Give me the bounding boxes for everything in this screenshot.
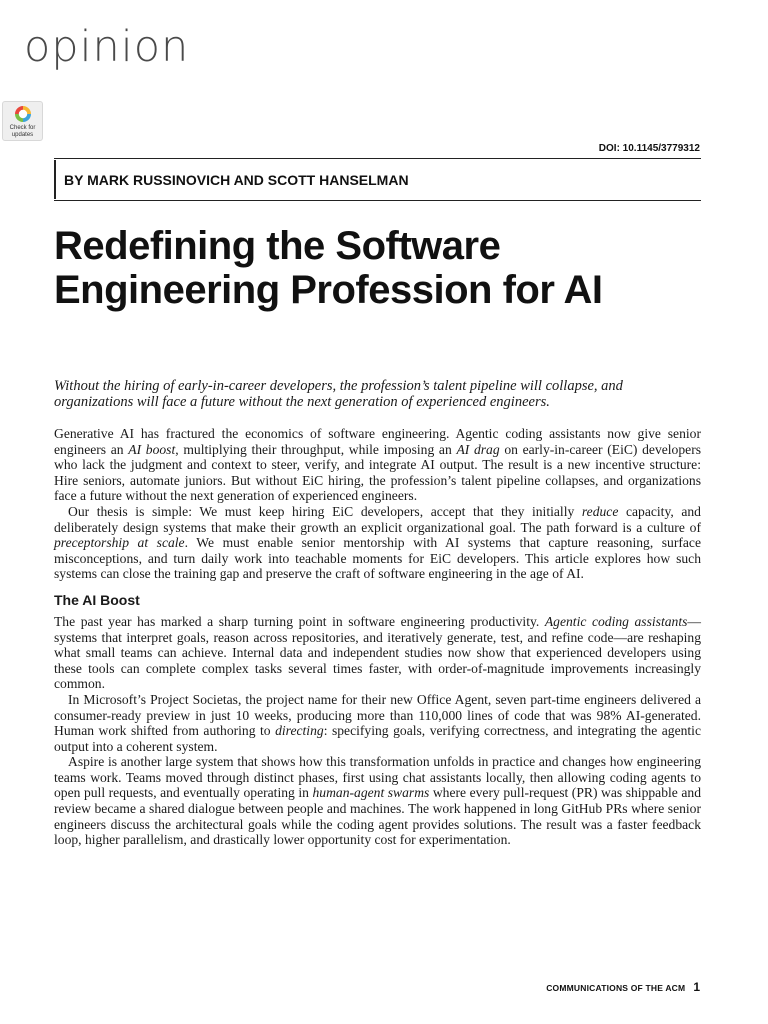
byline: BY MARK RUSSINOVICH AND SCOTT HANSELMAN	[54, 160, 409, 199]
doi[interactable]: DOI: 10.1145/3779312	[598, 143, 700, 154]
check-for-updates-badge[interactable]	[2, 101, 43, 141]
crossmark-icon	[11, 104, 35, 124]
body-paragraph: Generative AI has fractured the economics of software engineering. Agentic coding assistants now give senior engineers an AI boost, multiplying their throughput, while imposing an AI drag on early-in-career (EiC) developers who lack the judgment and context to steer, verify, and integrate AI output. The result is a new incentive structure: Hire seniors, automate juniors. But without EiC hiring, the profession’s talent pipeline collapses, and organizations face a future without the next generation of experienced engineers.	[54, 426, 702, 504]
article-body	[54, 426, 701, 848]
body-paragraph: Our thesis is simple: We must keep hiring EiC developers, accept that they initially reduce capacity, and deliberately design systems that make their growth an explicit organizational goal. The path forward is a culture of preceptorship at scale. We must enable senior mentorship with AI systems that capture reasoning, surface misconceptions, and turn daily work into teachable moments for EiC developers. This article explores how such systems can close the training gap and preserve the craft of software engineering in the age of AI.	[54, 503, 701, 582]
section-heading: The AI Boost	[54, 591, 140, 608]
body-paragraph: The past year has marked a sharp turning point in software engineering productivity. Agentic coding assistants—systems that interpret goals, reason across repositories, and iteratively generate, test, and refine code—are reshaping what small teams can achieve. Internal data and independent studies now show that experienced developers using these tools can complete complex tasks several times faster, with order-of-magnitude improvements increasingly common.	[54, 613, 701, 692]
article-deck: Without the hiring of early-in-career developers, the profession’s talent pipeline will collapse, and organizations will face a future without the next generation of experienced engineers.	[54, 378, 623, 410]
article-title: Redefining the Software Engineering Profession for AI	[54, 224, 603, 312]
page-number: 1	[693, 980, 700, 994]
crossmark-text-2: updates	[11, 132, 34, 138]
page-footer	[546, 978, 700, 996]
body-paragraph: Aspire is another large system that shows how this transformation unfolds in practice and changes how engineering teams work. Teams moved through distinct phases, first using chat assistants locally, then allowing coding agents to open pull requests, and eventually operating in human-agent swarms where every pull-request (PR) was shippable and review became a shared dialogue between people and machines. The work happened in long GitHub PRs where senior engineers discuss the architectural goals while the coding agent provides solutions. The result was a faster feedback loop, higher parallelism, and drastically lower opportunity cost for experimentation.	[54, 754, 701, 848]
body-paragraph: In Microsoft’s Project Societas, the project name for their new Office Agent, seven part-time engineers delivered a consumer-ready preview in just 10 weeks, producing more than 110,000 lines of code that was 98% AI-generated. Human work shifted from authoring to directing: specifying goals, verifying correctness, and integrating the agentic output into a coherent system.	[54, 691, 701, 754]
section-label: opinion	[24, 22, 190, 72]
journal-name: COMMUNICATIONS OF THE ACM	[546, 983, 686, 993]
crossmark-text-1: Check for	[9, 125, 36, 131]
byline-rule	[54, 200, 701, 201]
top-rule	[54, 158, 701, 159]
